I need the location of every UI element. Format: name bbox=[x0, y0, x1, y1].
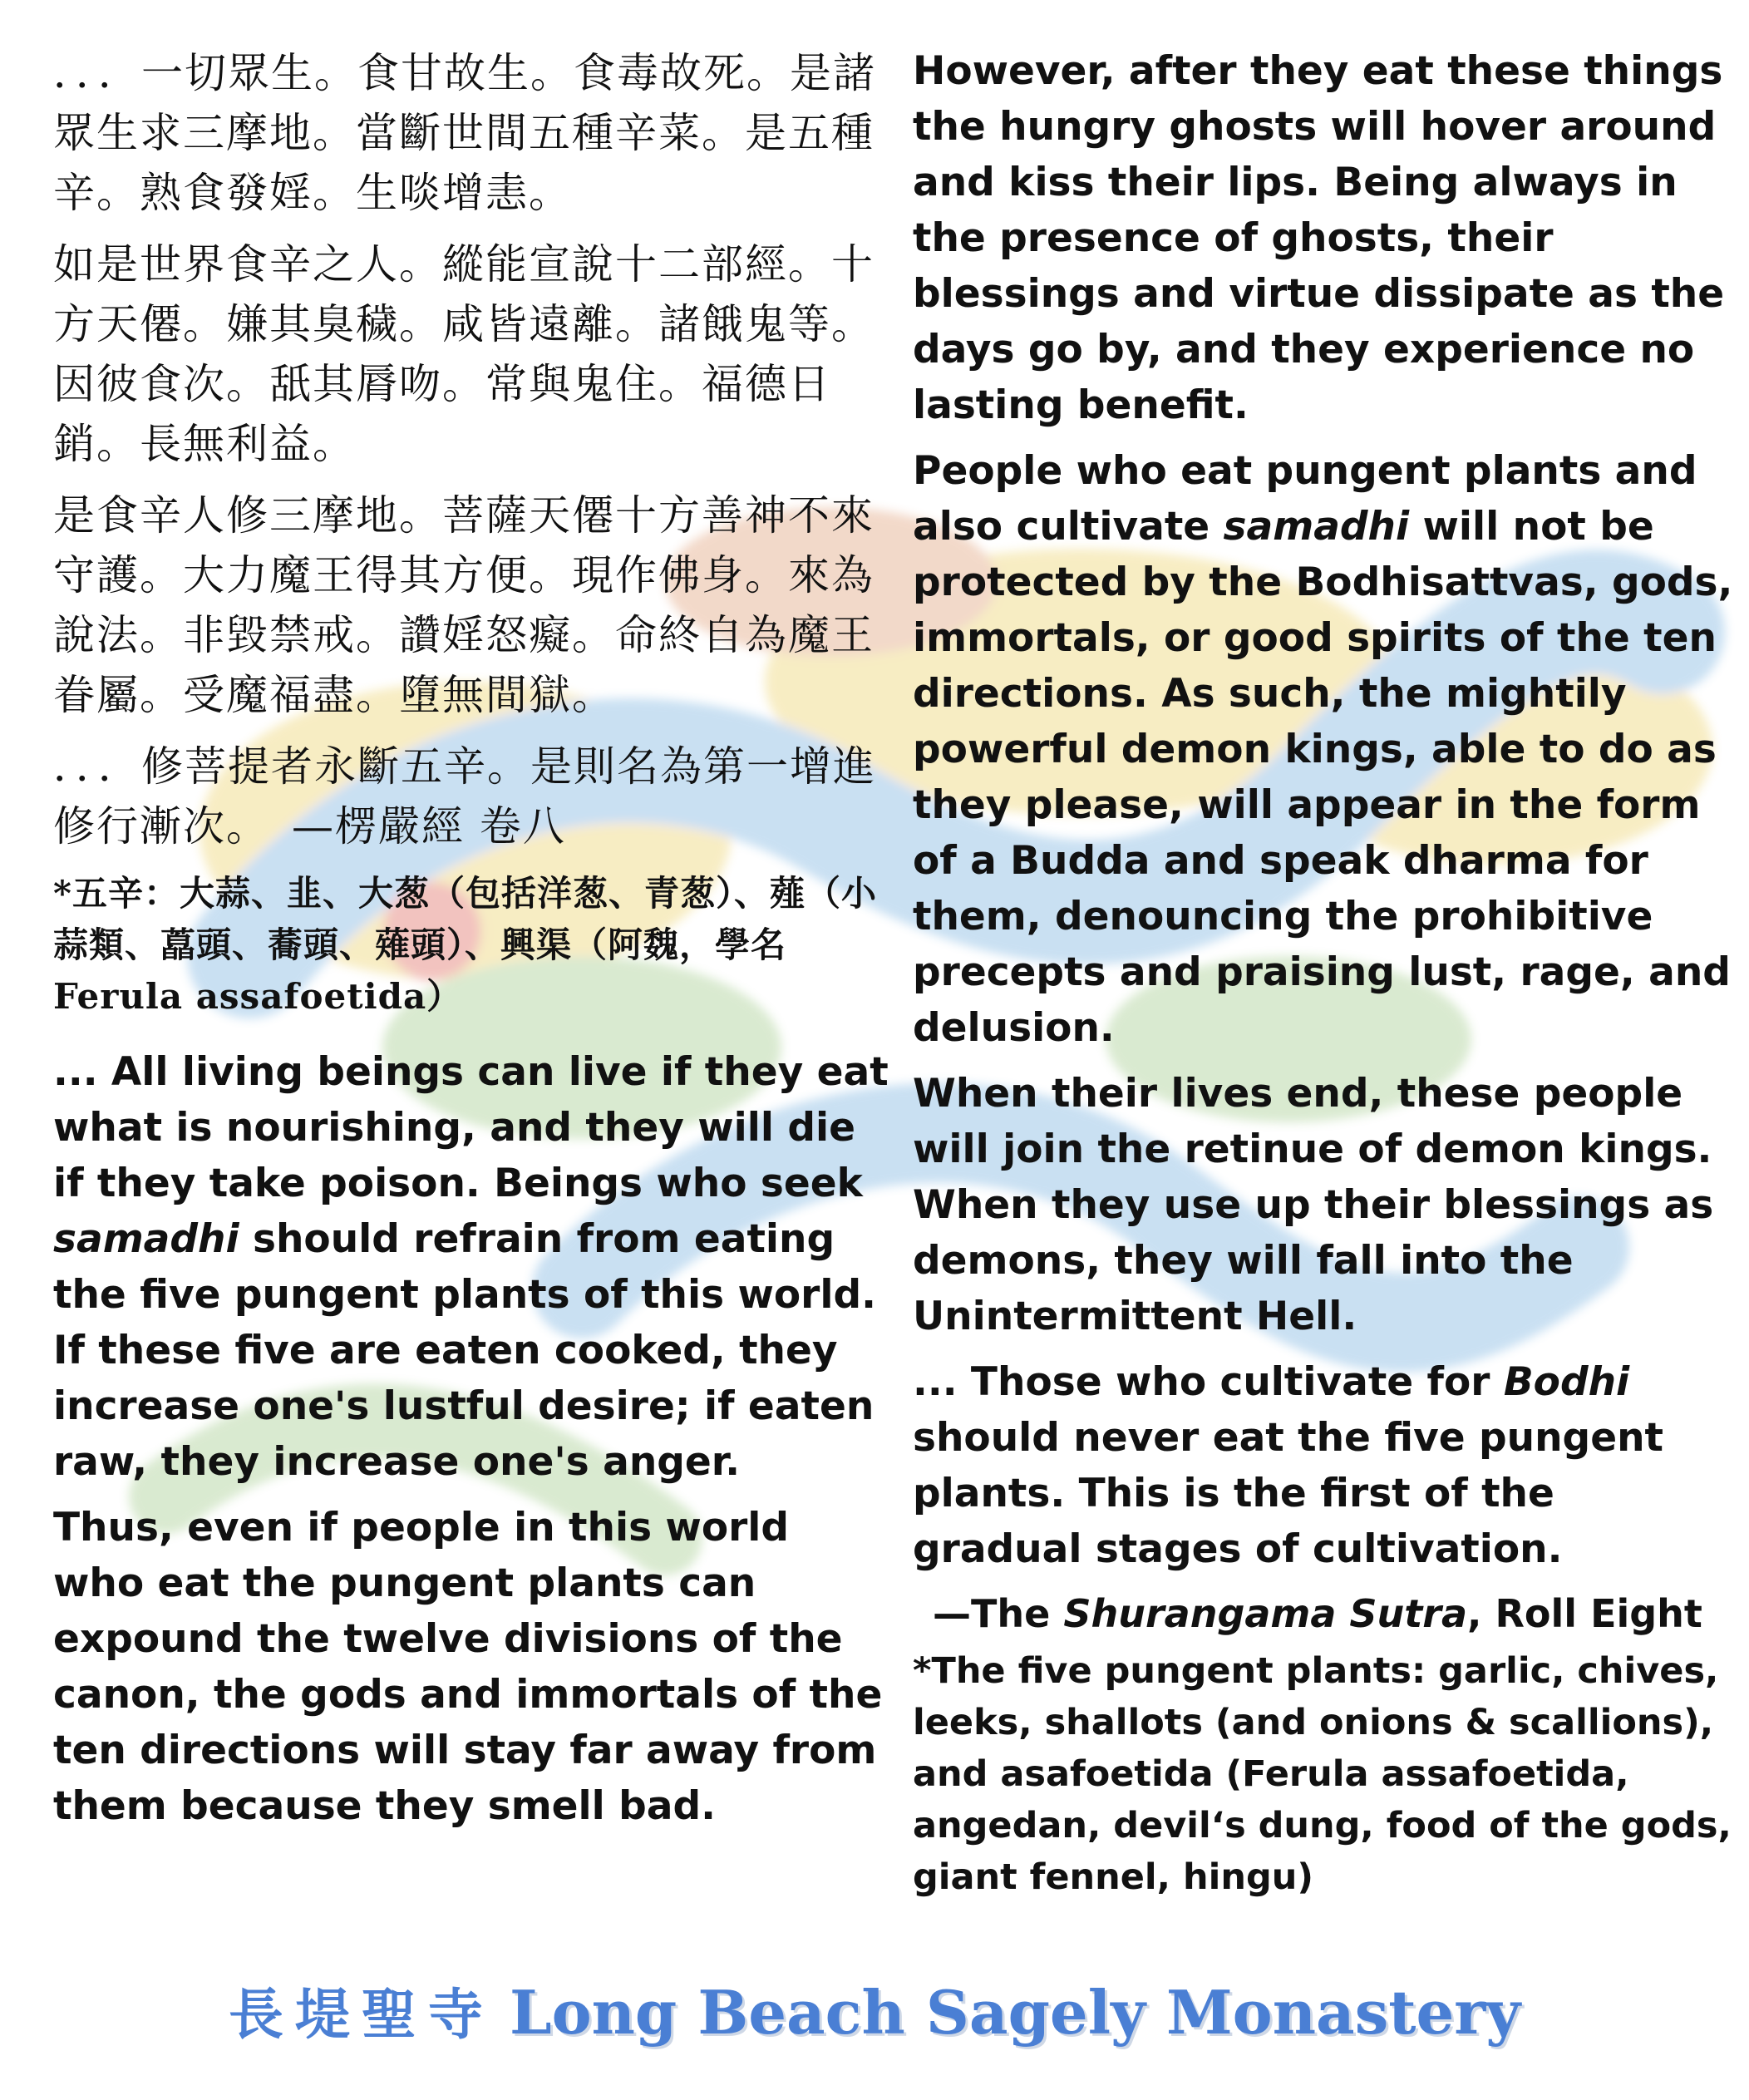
english-paragraph-1 bbox=[53, 1044, 893, 1490]
chinese-paragraph-4: ．．．修菩提者永斷五辛。是則名為第一增進修行漸次。 —楞嚴經 卷八 bbox=[53, 742, 876, 850]
chinese-footnote: *五辛：大蒜、韭、大葱（包括洋葱、青葱）、薤（小蒜類、藠頭、蕎頭、薙頭）、興渠（阿魏，學名Ferula assafoetida） bbox=[53, 873, 877, 1017]
english-paragraph-6-rest: should never eat the five pungent plants. This is the first of the gradual stages of cultivation. bbox=[913, 1415, 1664, 1572]
english-paragraph-1-italic: samadhi bbox=[53, 1216, 239, 1262]
english-paragraph-2: Thus, even if people in this world who eat the pungent plants can expound the twelve divisions of the canon, the gods and immortals of the ten directions will stay far away from them because they smell bad. bbox=[53, 1505, 883, 1829]
english-paragraph-4-italic: samadhi bbox=[1223, 504, 1410, 550]
english-paragraph-3: However, after they eat these things the hungry ghosts will hover around and kiss their lips. Being always in the presence of ghosts, their blessings and virtue dissipate as the days go by, and they experience no lasting benefit. bbox=[913, 48, 1725, 428]
chinese-paragraph-2: 如是世界食辛之人。縱能宣說十二部經。十方天僊。嫌其臭穢。咸皆遠離。諸餓鬼等。因彼食次。舐其脣吻。常與鬼住。福德日銷。長無利益。 bbox=[53, 240, 874, 468]
english-footnote: *The five pungent plants: garlic, chives, leeks, shallots (and onions & scallions), and asafoetida (Ferula assafoetida, angedan, devil‘s dung, food of the gods, giant fennel, hingu) bbox=[913, 1650, 1732, 1898]
left-column bbox=[53, 43, 893, 1844]
chinese-paragraph-3: 是食辛人修三摩地。菩薩天僊十方善神不來守護。大力魔王得其方便。現作佛身。來為說法。非毀禁戒。讚婬怒癡。命終自為魔王眷屬。受魔福盡。墮無間獄。 bbox=[53, 491, 874, 719]
attribution-title: Shurangama Sutra bbox=[1063, 1591, 1467, 1636]
right-column bbox=[913, 43, 1736, 1903]
english-paragraph-1-rest: should refrain from eating the five pungent plants of this world. If these five are eaten cooked, they increase one's lustful desire; if eaten raw, they increase one's anger. bbox=[53, 1216, 876, 1485]
english-paragraph-1-text: ... All living beings can live if they eat what is nourishing, and they will die if they take poison. Beings who seek bbox=[53, 1049, 889, 1206]
attribution-prefix: —The bbox=[933, 1591, 1064, 1636]
english-paragraph-4-text: People who eat pungent plants and also cultivate bbox=[913, 448, 1697, 550]
english-paragraph-6-italic: Bodhi bbox=[1503, 1359, 1630, 1405]
english-paragraph-6-text: ... Those who cultivate for bbox=[913, 1359, 1504, 1405]
footer-chinese-name: 長堤聖寺 bbox=[228, 1982, 495, 2047]
english-paragraph-4 bbox=[913, 443, 1736, 1056]
monastery-footer bbox=[0, 1970, 1749, 2049]
english-paragraph-5: When their lives end, these people will join the retinue of demon kings. When they use up their blessings as demons, they will fall into the Unintermittent Hell. bbox=[913, 1071, 1714, 1339]
attribution-suffix: , Roll Eight bbox=[1467, 1591, 1702, 1636]
footer-english-name: Long Beach Sagely Monastery bbox=[509, 1977, 1521, 2048]
english-paragraph-6 bbox=[913, 1354, 1736, 1577]
english-paragraph-4-rest: will not be protected by the Bodhisattvas, gods, immortals, or good spirits of the ten directions. As such, the mightily powerful demon kings, able to do as they please, will appear in the form of a Budda and speak dharma for them, denouncing the prohibitive precepts and praising lust, rage, and delusion. bbox=[913, 504, 1733, 1051]
chinese-paragraph-1: ．．．一切眾生。食甘故生。食毒故死。是諸眾生求三摩地。當斷世間五種辛菜。是五種辛。熟食發婬。生啖增恚。 bbox=[53, 49, 876, 217]
sutra-attribution bbox=[933, 1587, 1736, 1640]
